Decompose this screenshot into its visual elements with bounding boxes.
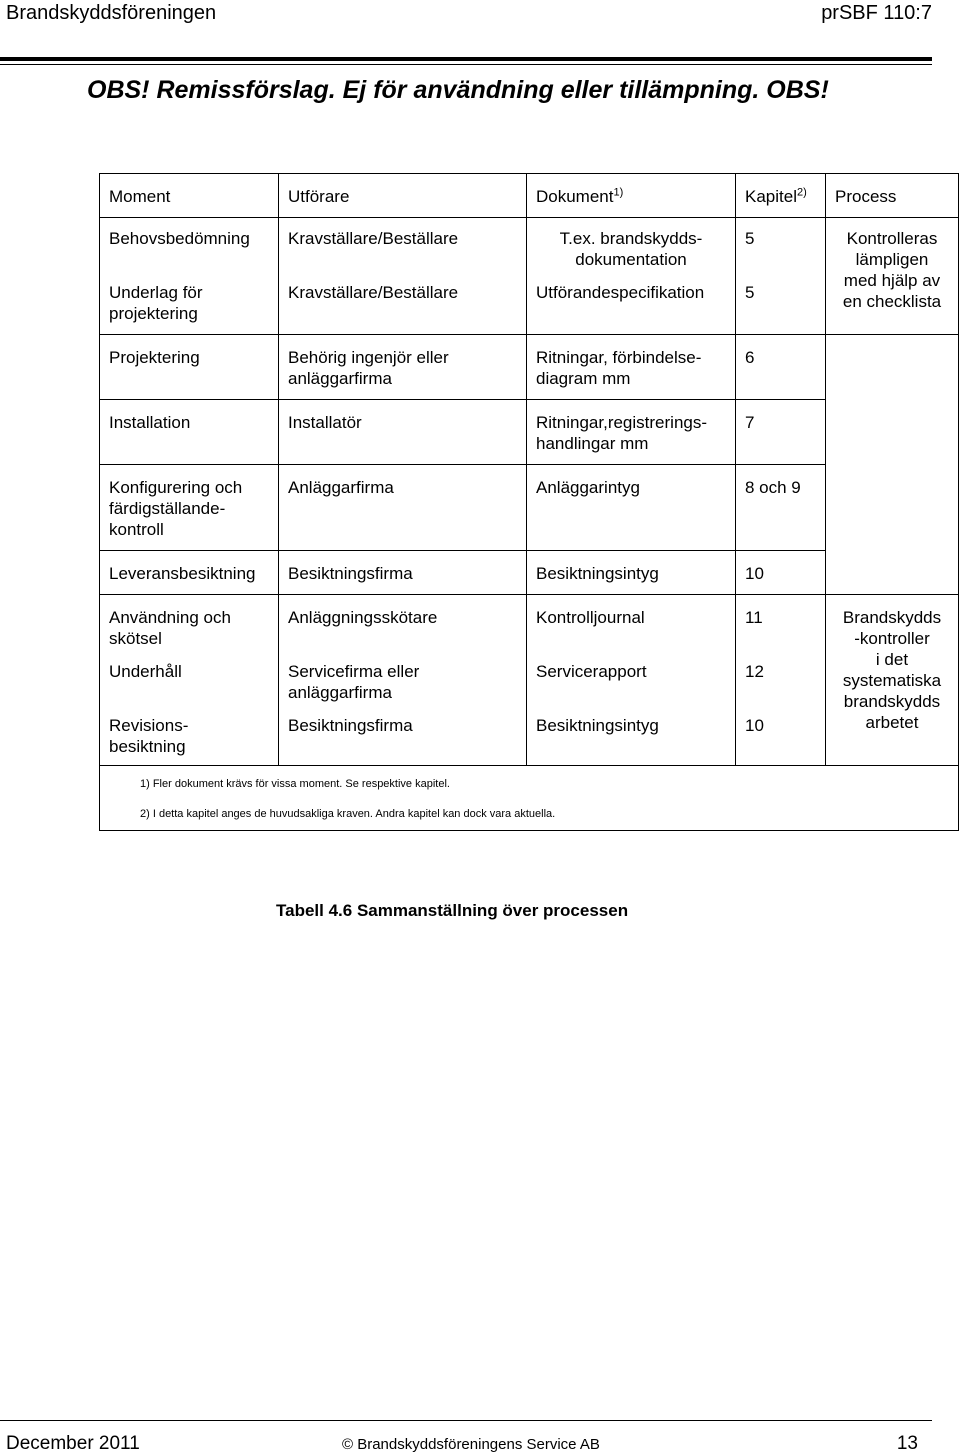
header-rule-thick [0,57,932,61]
cell-dokument-text: Ritningar, förbindelse- diagram mm [536,348,702,388]
cell-moment: Underhåll [100,649,279,703]
footer-rule [0,1420,932,1421]
table-notes [100,766,959,831]
cell-kapitel: 5 [736,272,826,335]
cell-utforare: Installatör [279,400,527,465]
header-dokument [527,174,736,218]
cell-kapitel: 12 [736,649,826,703]
cell-dokument: Kontrolljournal [527,595,736,650]
cell-dokument [527,218,736,273]
cell-dokument: Utförandespecifikation [527,272,736,335]
table-caption: Tabell 4.6 Sammanställning över processen [276,901,629,920]
cell-dokument-text: T.ex. brandskydds- dokumentation [559,229,703,269]
cell-moment-text: Underlag för projektering [109,283,203,323]
cell-moment-text: Revisions- besiktning [109,716,189,756]
cell-moment: Leveransbesiktning [100,551,279,595]
header-document-id: prSBF 110:7 [821,2,932,24]
cell-kapitel: 5 [736,218,826,273]
cell-dokument [527,335,736,400]
header-rule-thin [0,64,932,65]
cell-utforare: Anläggningsskötare [279,595,527,650]
cell-dokument: Besiktningsintyg [527,551,736,595]
cell-kapitel: 11 [736,595,826,650]
footer-copyright: © Brandskyddsföreningens Service AB [342,1436,600,1453]
table-notes-row [100,766,959,831]
cell-dokument: Servicerapport [527,649,736,703]
cell-kapitel: 7 [736,400,826,465]
cell-moment-text: Konfigurering och färdigställande- kontroll [109,478,243,539]
footer-date: December 2011 [6,1433,140,1454]
table-header-row [100,174,959,218]
cell-utforare: Kravställare/Beställare [279,272,527,335]
cell-moment [100,595,279,650]
cell-moment [100,703,279,766]
cell-utforare-text: Behörig ingenjör eller anläggarfirma [288,348,449,388]
cell-dokument-text: Ritningar,registrerings- handlingar mm [536,413,708,453]
header-kapitel-sup: 2) [796,186,807,199]
cell-moment [100,465,279,551]
process-table [99,173,959,831]
cell-utforare: Besiktningsfirma [279,551,527,595]
cell-moment-text: Användning och skötsel [109,608,231,648]
cell-utforare-text: Servicefirma eller anläggarfirma [288,662,420,702]
cell-moment: Projektering [100,335,279,400]
cell-utforare: Kravställare/Beställare [279,218,527,273]
process-group-checklist [826,218,959,335]
process-empty [826,335,959,595]
header-moment: Moment [100,174,279,218]
cell-kapitel: 10 [736,703,826,766]
cell-kapitel: 8 och 9 [736,465,826,551]
cell-dokument: Anläggarintyg [527,465,736,551]
header-kapitel-text: Kapitel [745,187,797,206]
footer-page-number: 13 [896,1433,918,1454]
cell-dokument [527,400,736,465]
header-kapitel [736,174,826,218]
table-row [100,218,959,273]
cell-moment: Behovsbedömning [100,218,279,273]
footnote: 2) I detta kapitel anges de huvudsakliga kraven. Andra kapitel kan dock vara aktuella. [140,808,556,820]
header-organization: Brandskyddsföreningen [6,2,217,24]
process-group-text: Brandskydds -kontroller i det systematiska brandskydds arbetet [842,608,942,732]
header-utforare: Utförare [279,174,527,218]
draft-notice: OBS! Remissförslag. Ej för användning eller tillämpning. OBS! [87,76,829,104]
cell-utforare: Besiktningsfirma [279,703,527,766]
cell-utforare [279,649,527,703]
cell-dokument: Besiktningsintyg [527,703,736,766]
cell-kapitel: 10 [736,551,826,595]
header-dokument-text: Dokument [536,187,614,206]
table-row [100,595,959,650]
cell-kapitel: 6 [736,335,826,400]
process-group-systematic [826,595,959,766]
cell-moment: Installation [100,400,279,465]
cell-utforare: Anläggarfirma [279,465,527,551]
process-group-text: Kontrolleras lämpligen med hjälp av en checklista [842,229,942,311]
cell-utforare [279,335,527,400]
footnote: 1) Fler dokument krävs för vissa moment. Se respektive kapitel. [140,778,450,790]
cell-moment [100,272,279,335]
header-process: Process [826,174,959,218]
header-dokument-sup: 1) [613,186,624,199]
table-row [100,335,959,400]
